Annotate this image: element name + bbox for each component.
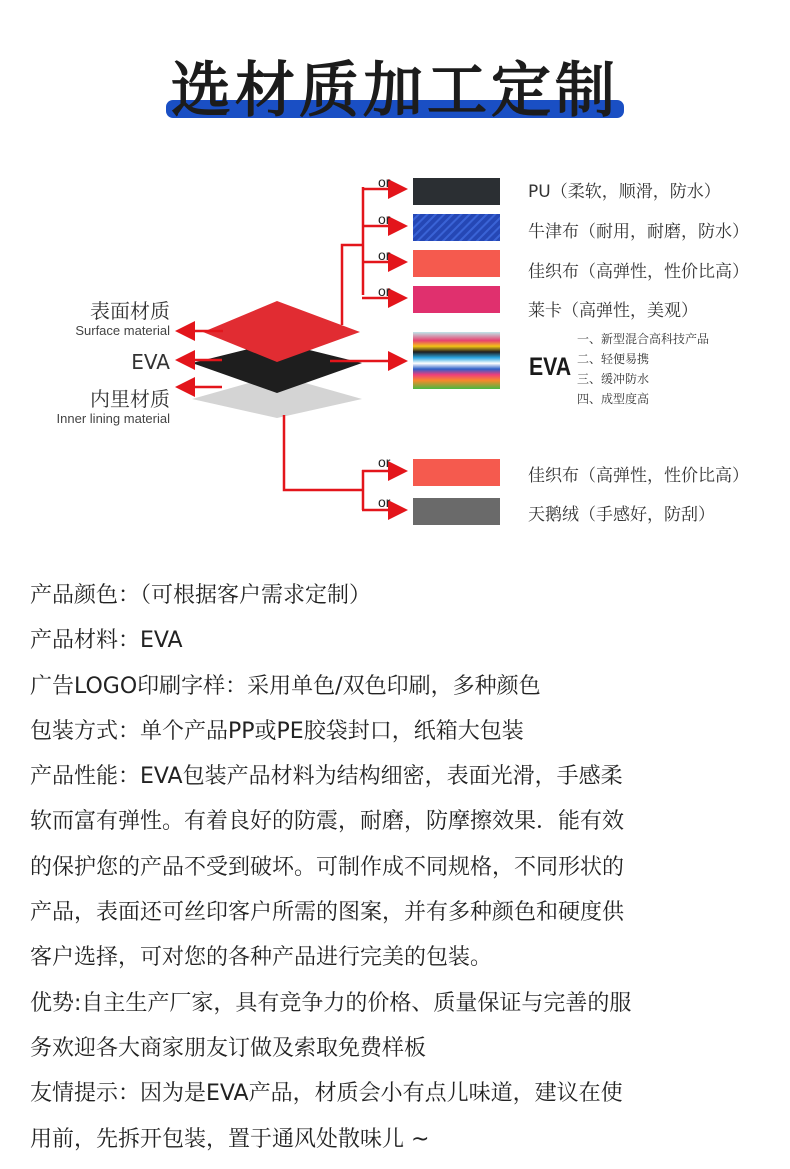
or-label: or [378, 211, 391, 227]
detail-advantage: 务欢迎各大商家朋友订做及索取免费样板 [30, 1035, 427, 1061]
surface-material-label-en: Surface material [75, 323, 170, 338]
surface-layer-shape [203, 301, 360, 362]
page-title: 选材质加工定制 [171, 56, 619, 126]
eva-layer-label: EVA [131, 350, 170, 374]
eva-feature: 三、缓冲防水 [577, 372, 650, 386]
material-option-jiazhi: 佳织布（高弹性，性价比高） [528, 262, 749, 282]
material-option-pu: PU（柔软，顺滑，防水） [528, 182, 721, 202]
eva-feature: 四、成型度高 [577, 392, 650, 406]
swatch-oxford [413, 214, 500, 241]
material-option-lycra: 莱卡（高弹性，美观） [528, 301, 698, 321]
detail-tip: 友情提示：因为是EVA产品，材质会小有点儿味道，建议在使 [30, 1081, 623, 1107]
swatch-jiazhi [413, 250, 500, 277]
product-details [30, 573, 770, 1162]
detail-tip: 用前，先拆开包装，置于通风处散味儿 ~ [30, 1126, 430, 1152]
eva-title: EVA [529, 353, 572, 381]
or-label: or [378, 247, 391, 263]
or-label: or [378, 494, 391, 510]
or-label: or [378, 283, 391, 299]
swatch-pu [413, 178, 500, 205]
detail-performance: 产品性能：EVA包装产品材料为结构细密，表面光滑，手感柔 [30, 764, 623, 790]
swatch-jiazhi-inner [413, 459, 500, 486]
detail-performance: 产品，表面还可丝印客户所需的图案，并有多种颜色和硬度供 [30, 900, 625, 926]
detail-advantage: 优势:自主生产厂家，具有竞争力的价格、质量保证与完善的服 [30, 990, 632, 1016]
material-layer-diagram [0, 165, 790, 545]
material-option-oxford: 牛津布（耐用，耐磨，防水） [528, 222, 749, 242]
detail-performance: 客户选择，可对您的各种产品进行完美的包装。 [30, 945, 493, 971]
detail-packaging: 包装方式：单个产品PP或PE胶袋封口，纸箱大包装 [30, 718, 524, 744]
eva-feature: 二、轻便易携 [577, 352, 650, 366]
detail-color: 产品颜色：（可根据客户需求定制） [30, 583, 372, 608]
surface-material-label-cn: 表面材质 [90, 299, 170, 323]
eva-feature: 一、新型混合高科技产品 [577, 332, 710, 346]
detail-logo-print: 广告LOGO印刷字样：采用单色/双色印刷，多种颜色 [30, 673, 541, 699]
material-option-velvet: 天鹅绒（手感好，防刮） [528, 505, 715, 525]
inner-material-label-en: Inner lining material [56, 411, 170, 426]
material-option-jiazhi-inner: 佳织布（高弹性，性价比高） [528, 466, 749, 486]
or-label: or [378, 174, 391, 190]
detail-material: 产品材料：EVA [30, 628, 183, 654]
inner-material-label-cn: 内里材质 [90, 387, 170, 411]
swatch-velvet [413, 498, 500, 525]
detail-performance: 的保护您的产品不受到破坏。可制作成不同规格，不同形状的 [30, 854, 625, 880]
detail-performance: 软而富有弹性。有着良好的防震，耐磨，防摩擦效果．能有效 [30, 809, 625, 835]
swatch-eva [413, 332, 500, 389]
or-label: or [378, 454, 391, 470]
swatch-lycra [413, 286, 500, 313]
page-title-block [0, 52, 790, 132]
